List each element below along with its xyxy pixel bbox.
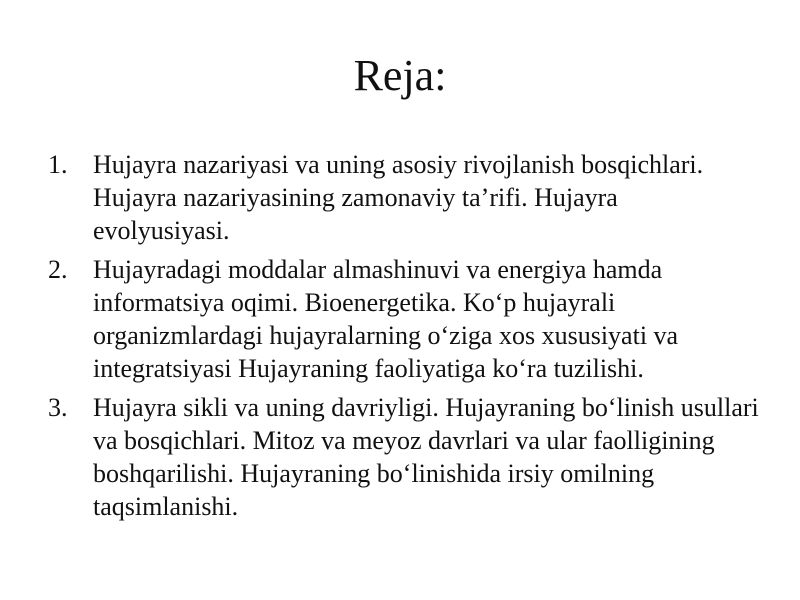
list-item-number: 1.: [48, 150, 68, 179]
list-item-text: Hujayra sikli va uning davriyligi. Hujayraning bo‘linish usullari va bosqichlari. Mitoz va meyoz davrlari va ular faolligining boshqarilishi. Hujayraning bo‘linishida irsiy omilning taqsimlanishi.: [93, 393, 759, 521]
list-item: [0, 148, 800, 247]
list-item-text: Hujayradagi moddalar almashinuvi va energiya hamda informatsiya oqimi. Bioenergetika. Ko‘p hujayrali organizmlardagi hujayralarning o‘ziga xos xususiyati va integratsiyasi Hujayraning faoliyatiga ko‘ra tuzilishi.: [93, 255, 679, 383]
list-item: [0, 253, 800, 385]
plan-list: [0, 148, 800, 529]
list-item-number: 3.: [48, 393, 68, 422]
list-item-number: 2.: [48, 255, 68, 284]
slide-title: Reja:: [353, 51, 447, 100]
list-item-text: Hujayra nazariyasi va uning asosiy rivojlanish bosqichlari. Hujayra nazariyasining zamonaviy ta’rifi. Hujayra evolyusiyasi.: [93, 150, 704, 245]
list-item: [0, 391, 800, 523]
